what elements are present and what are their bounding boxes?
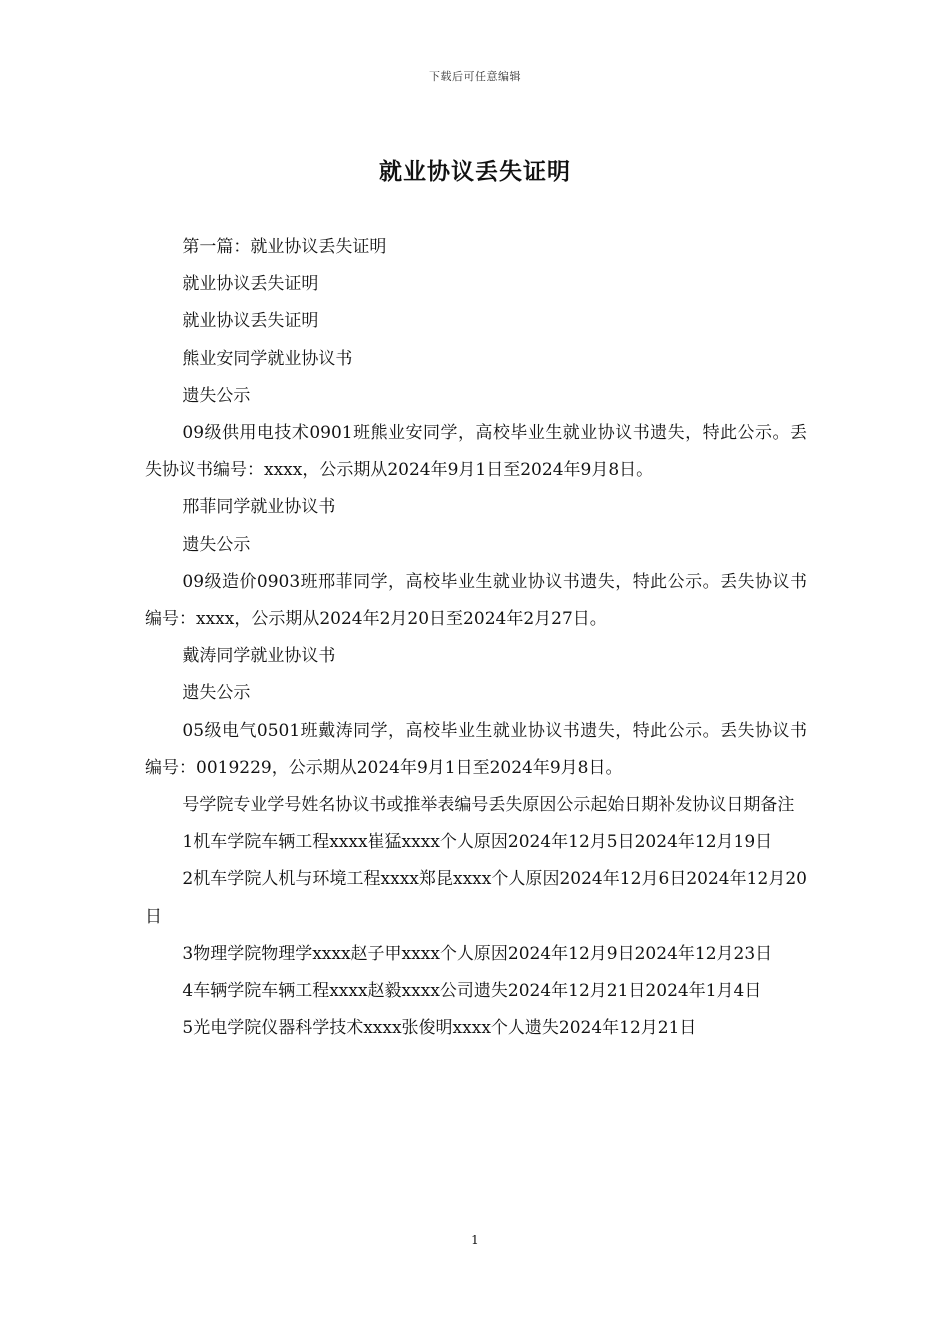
section-heading: 第一篇：就业协议丢失证明 xyxy=(182,237,387,257)
page-number: 1 xyxy=(471,1233,479,1247)
table-row-line: 5光电学院仪器科学技术xxxx张俊明xxxx个人遗失2024年12月21日 xyxy=(182,1018,697,1039)
notice-heading: 遗失公示 xyxy=(182,683,251,704)
notice-body: 09级造价0903班邢菲同学，高校毕业生就业协议书遗失，特此公示。丢失协议书编号：xxxx，公示期从2024年2月20日至2024年2月27日。 xyxy=(145,571,807,630)
paragraph: 就业协议丢失证明 xyxy=(182,274,319,295)
notice-subject: 戴涛同学就业协议书 xyxy=(182,646,336,667)
notice-heading: 遗失公示 xyxy=(182,534,251,555)
notice-body: 09级供用电技术0901班熊业安同学，高校毕业生就业协议书遗失，特此公示。丢失协议书编号：xxxx，公示期从2024年9月1日至2024年9月8日。 xyxy=(145,423,807,481)
table-row-line: 3物理学院物理学xxxx赵子甲xxxx个人原因2024年12月9日2024年12月23日 xyxy=(182,943,773,964)
paragraph: 就业协议丢失证明 xyxy=(182,311,319,332)
table-row-line: 2机车学院人机与环境工程xxxx郑昆xxxx个人原因2024年12月6日2024年12月20日 xyxy=(145,869,807,927)
notice-subject: 熊业安同学就业协议书 xyxy=(182,348,353,369)
notice-heading: 遗失公示 xyxy=(182,385,251,406)
document-title: 就业协议丢失证明 xyxy=(379,158,571,185)
table-row-line: 1机车学院车辆工程xxxx崔猛xxxx个人原因2024年12月5日2024年12月19日 xyxy=(182,832,773,853)
notice-subject: 邢菲同学就业协议书 xyxy=(182,497,336,518)
notice-body: 05级电气0501班戴涛同学，高校毕业生就业协议书遗失，特此公示。丢失协议书编号：0019229，公示期从2024年9月1日至2024年9月8日。 xyxy=(145,720,807,778)
table-header-line: 号学院专业学号姓名协议书或推举表编号丢失原因公示起始日期补发协议日期备注 xyxy=(182,795,795,816)
document-body xyxy=(145,229,807,1047)
page-header-note: 下载后可任意编辑 xyxy=(429,70,521,83)
table-row-line: 4车辆学院车辆工程xxxx赵毅xxxx公司遗失2024年12月21日2024年1月4日 xyxy=(182,981,762,1002)
